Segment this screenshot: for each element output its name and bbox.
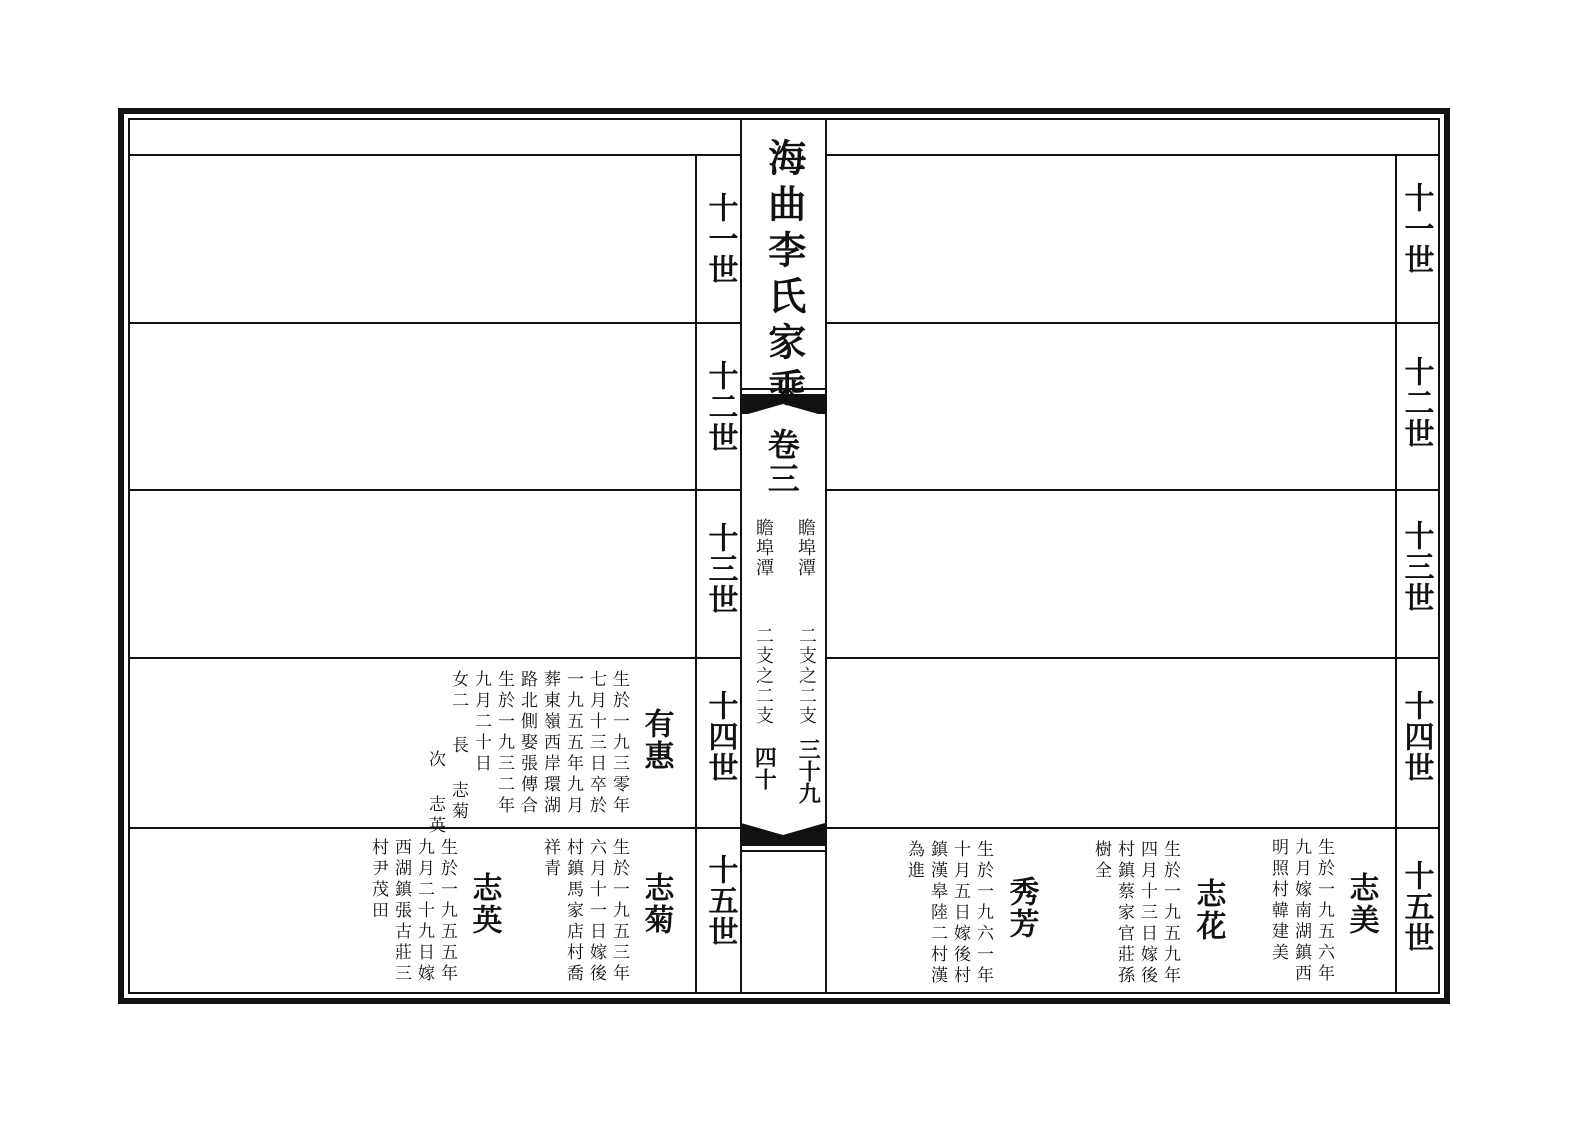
left-row-line: [128, 489, 740, 491]
spine-right-border: [825, 118, 827, 994]
entry-line: 生於一九五六年: [1314, 838, 1334, 985]
volume-label: 卷三: [762, 428, 801, 496]
spine-right-branch: 二支之二支: [796, 626, 817, 726]
right-gen-label-13: 十三世: [1398, 520, 1434, 613]
left-row-line: [128, 657, 740, 659]
right-header-line: [826, 154, 1440, 156]
right-gen-label-14: 十四世: [1398, 690, 1434, 783]
entry-line: 九月嫁南湖鎮西: [1291, 838, 1311, 985]
entry-name: 有惠: [638, 708, 674, 772]
right-gen-column-divider: [1395, 155, 1397, 994]
entry-name: 志花: [1190, 878, 1226, 942]
entry-line: 鎮漢皋陸二村漢: [927, 840, 947, 987]
spine-left-page: 四十: [751, 746, 778, 790]
spine-fishtail-bottom: [741, 836, 825, 846]
spine-right-place: 瞻埠潭: [795, 518, 816, 578]
entry-line: 路北側娶張傳合: [517, 670, 537, 817]
spine-fishtail-bottom-notch: [741, 823, 825, 837]
entry-line: 九月二十日: [471, 670, 491, 775]
left-gen-label-11: 十一世: [702, 192, 738, 285]
entry-name: 志英: [466, 872, 502, 936]
left-header-line: [128, 154, 740, 156]
entry-line: 生於一九五五年: [437, 838, 457, 985]
entry-line: 七月十三日卒於: [586, 670, 606, 817]
spine-left-branch: 二支之二支: [753, 626, 774, 726]
entry-name: 志菊: [638, 872, 674, 936]
entry-line: 十月五日嫁後村: [950, 840, 970, 987]
right-row-line: [826, 657, 1440, 659]
entry-line: 次 志英: [425, 750, 445, 837]
entry-line: 四月十三日嫁後: [1137, 840, 1157, 987]
entry-line: 為進: [904, 840, 924, 882]
right-row-line: [826, 827, 1440, 829]
right-gen-label-11: 十一世: [1398, 182, 1434, 275]
entry-line: 樹全: [1091, 840, 1111, 882]
entry-line: 祥青: [540, 838, 560, 880]
entry-line: 生於一九五三年: [609, 838, 629, 985]
left-gen-label-14: 十四世: [702, 690, 738, 783]
entry-name: 志美: [1343, 872, 1379, 936]
left-gen-column-divider: [695, 155, 697, 994]
entry-line: 葬東嶺西岸環湖: [540, 670, 560, 817]
entry-line: 女二 長 志菊: [448, 670, 468, 823]
entry-line: 生於一九三零年: [609, 670, 629, 817]
entry-line: 西湖鎮張古莊三: [391, 838, 411, 985]
entry-line: 生於一九三二年: [494, 670, 514, 817]
left-gen-label-12: 十二世: [702, 360, 738, 453]
spine-bottom-line: [740, 850, 826, 852]
spine-left-place: 瞻埠潭: [753, 518, 774, 578]
left-gen-label-15: 十五世: [702, 854, 738, 947]
entry-line: 九月二十九日嫁: [414, 838, 434, 985]
book-title: 海曲李氏家乘: [761, 138, 807, 414]
spine-right-page: 三十九: [795, 738, 822, 804]
entry-line: 村尹茂田: [368, 838, 388, 922]
entry-line: 生於一九六一年: [973, 840, 993, 987]
right-gen-label-15: 十五世: [1398, 860, 1434, 953]
entry-line: 明照村韓建美: [1268, 838, 1288, 964]
left-gen-label-13: 十三世: [702, 522, 738, 615]
entry-line: 村鎮蔡家官莊孫: [1114, 840, 1134, 987]
entry-line: 六月十一日嫁後: [586, 838, 606, 985]
entry-name: 秀芳: [1003, 876, 1039, 940]
right-row-line: [826, 322, 1440, 324]
entry-line: 村鎮馬家店村喬: [563, 838, 583, 985]
right-gen-label-12: 十二世: [1398, 356, 1434, 449]
spine-left-border: [740, 118, 742, 994]
entry-line: 一九五五年九月: [563, 670, 583, 817]
entry-line: 生於一九五九年: [1160, 840, 1180, 987]
left-row-line: [128, 322, 740, 324]
right-row-line: [826, 489, 1440, 491]
